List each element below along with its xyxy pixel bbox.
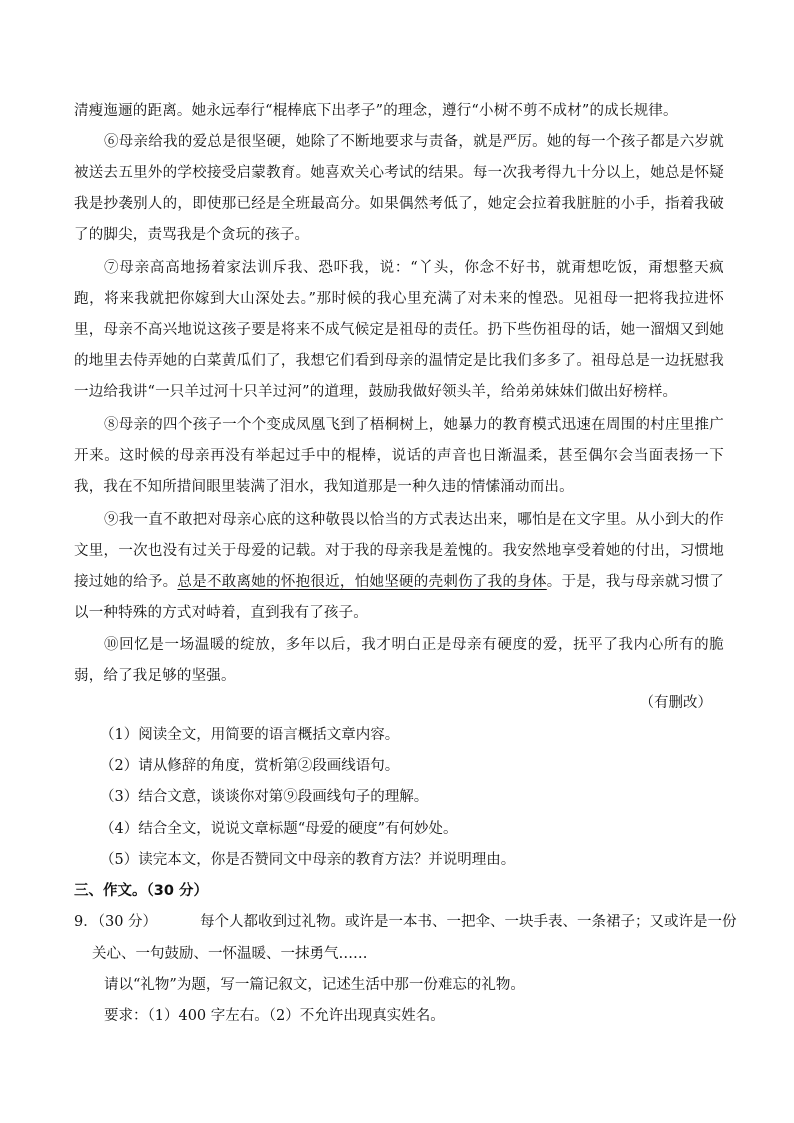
- source-note: （有删改）: [639, 695, 712, 711]
- question-3: （3）结合文意，谈谈你对第⑨段画线句子的理解。: [100, 789, 429, 805]
- passage-paragraph-8: ⑧母亲的四个孩子一个个变成凤凰飞到了梧桐树上，她暴力的教育模式迅速在周围的村庄里推广开来。这时候的母亲再没有举起过手中的棍棒，说话的声音也日渐温柔，甚至偶尔会当面表扬一下我，我在不知所措间眼里装满了泪水，我知道那是一种久违的情愫涌动而出。: [74, 417, 724, 495]
- question-4: （4）结合全文，说说文章标题“母爱的硬度”有何妙处。: [100, 821, 458, 837]
- composition-instruction: 请以“礼物”为题，写一篇记叙文，记述生活中那一份难忘的礼物。: [104, 977, 525, 993]
- composition-prompt-line-2: 关心、一句鼓励、一怀温暖、一抹勇气……: [92, 946, 368, 962]
- passage-paragraph-5-end: 清瘦迤逦的距离。她永远奉行“棍棒底下出孝子”的理念，遵行“小树不剪不成材”的成长规律。: [74, 103, 678, 119]
- composition-requirements: 要求：（1）400 字左右。（2）不允许出现真实姓名。: [104, 1008, 445, 1024]
- paragraph-9-text-b: 。于是，我与母亲就习惯了以一种特殊的方式对峙着，直到我有了孩子。: [74, 574, 724, 621]
- composition-question-number: 9．（30 分）: [74, 914, 158, 930]
- paragraph-9-underlined-sentence: 总是不敢离她的怀抱很近，怕她坚硬的壳刺伤了我的身体: [177, 574, 547, 590]
- section-heading-composition: 三、作文。（30 分）: [74, 883, 208, 899]
- passage-paragraph-7: ⑦母亲高高地扬着家法训斥我、恐吓我，说：“丫头，你念不好书，就甭想吃饭，甭想整天疯跑，将来我就把你嫁到大山深处去。”那时候的我心里充满了对未来的惶恐。见祖母一把将我拉进怀里，母亲不高兴地说这孩子要是将来不成气候定是祖母的责任。扔下些伤祖母的话，她一溜烟又到她的地里去侍弄她的白菜黄瓜们了，我想它们看到母亲的温情定是比我们多多了。祖母总是一边抚慰我一边给我讲“一只羊过河十只羊过河”的道理，鼓励我做好领头羊，给弟弟妹妹们做出好榜样。: [74, 260, 724, 400]
- question-2: （2）请从修辞的角度，赏析第②段画线语句。: [100, 758, 400, 774]
- passage-paragraph-6: ⑥母亲给我的爱总是很坚硬，她除了不断地要求与责备，就是严厉。她的每一个孩子都是六岁就被送去五里外的学校接受启蒙教育。她喜欢关心考试的结果。每一次我考得九十分以上，她总是怀疑我是抄袭别人的，即使那已经是全班最高分。如果偶然考低了，她定会拉着我脏脏的小手，指着我破了的脚尖，责骂我是个贪玩的孩子。: [74, 134, 724, 243]
- question-5: （5）读完本文，你是否赞同文中母亲的教育方法？并说明理由。: [100, 852, 516, 868]
- passage-paragraph-10: ⑩回忆是一场温暖的绽放，多年以后，我才明白正是母亲有硬度的爱，抚平了我内心所有的脆弱，给了我足够的坚强。: [74, 637, 724, 684]
- passage-paragraph-9: [74, 505, 724, 629]
- paragraph-9-text-a: ⑨我一直不敢把对母亲心底的这种敬畏以恰当的方式表达出来，哪怕是在文字里。从小到大的作文里，一次也没有过关于母爱的记载。对于我的母亲我是羞愧的。我安然地享受着她的付出，习惯地接过她的给予。: [74, 512, 724, 590]
- question-1: （1）阅读全文，用简要的语言概括文章内容。: [100, 727, 400, 743]
- composition-prompt-line-1: 每个人都收到过礼物。或许是一本书、一把伞、一块手表、一条裙子；又或许是一份: [200, 914, 737, 930]
